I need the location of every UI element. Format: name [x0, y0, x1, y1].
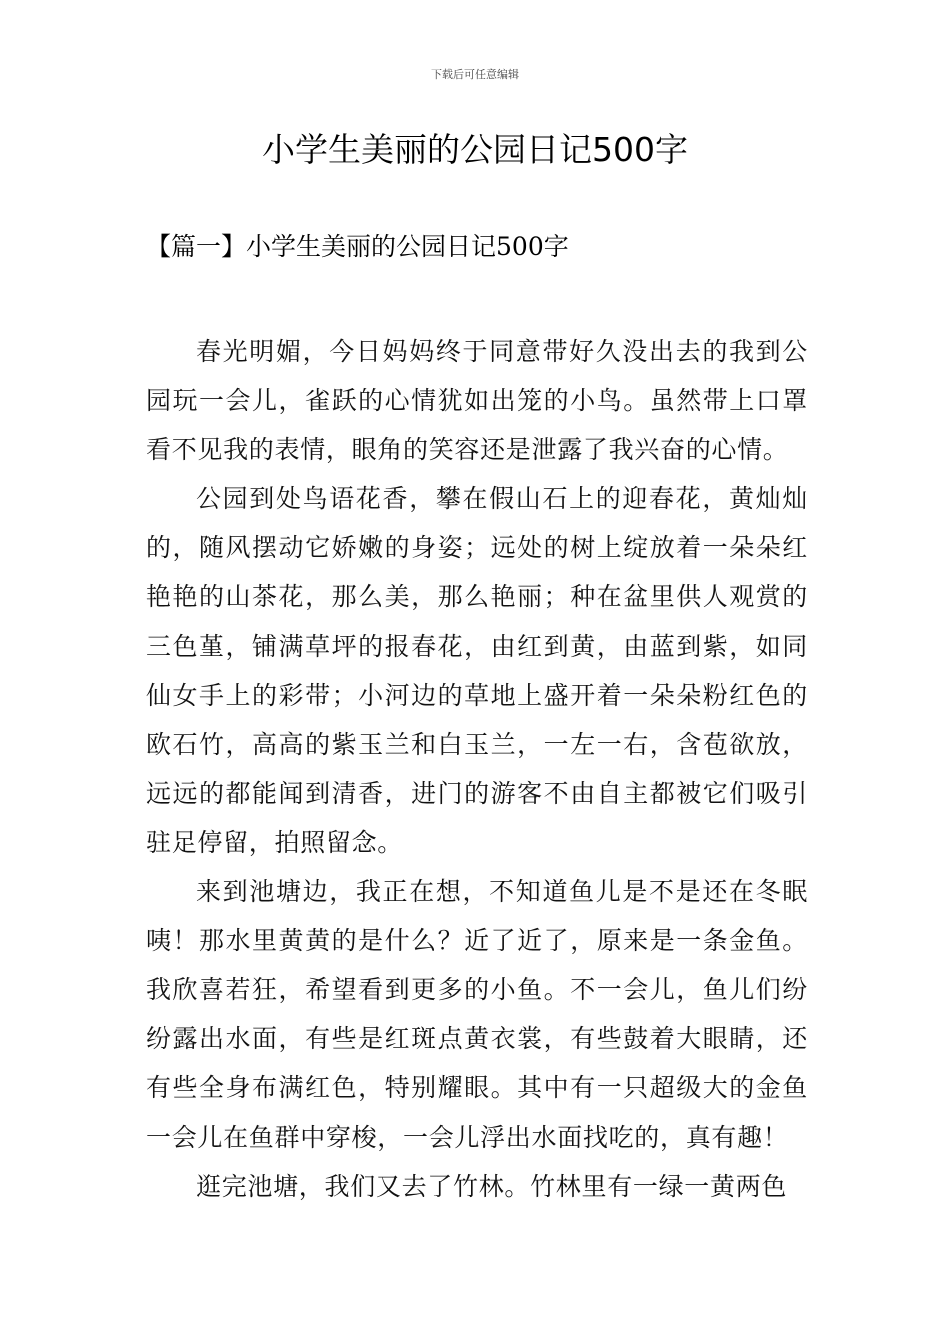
paragraph-4: 逛完池塘，我们又去了竹林。竹林里有一绿一黄两色	[196, 1171, 788, 1201]
paragraph-2: 公园到处鸟语花香，攀在假山石上的迎春花，黄灿灿的，随风摆动它娇嫩的身姿；远处的树上绽放着一朵朵红艳艳的山茶花，那么美，那么艳丽；种在盆里供人观赏的三色堇，铺满草坪的报春花，由红到黄，由蓝到紫，如同仙女手上的彩带；小河边的草地上盛开着一朵朵粉红色的欧石竹，高高的紫玉兰和白玉兰，一左一右，含苞欲放，远远的都能闻到清香，进门的游客不由自主都被它们吸引驻足停留，拍照留念。	[146, 484, 808, 857]
section-heading: 【篇一】小学生美丽的公园日记500字	[146, 232, 569, 261]
header-note: 下载后可任意编辑	[431, 68, 519, 81]
body-text	[146, 327, 808, 1211]
document-title: 小学生美丽的公园日记500字	[262, 130, 688, 169]
paragraph-3: 来到池塘边，我正在想，不知道鱼儿是不是还在冬眠咦！那水里黄黄的是什么？近了近了，原来是一条金鱼。我欣喜若狂，希望看到更多的小鱼。不一会儿，鱼儿们纷纷露出水面，有些是红斑点黄衣裳，有些鼓着大眼睛，还有些全身布满红色，特别耀眼。其中有一只超级大的金鱼一会儿在鱼群中穿梭，一会儿浮出水面找吃的，真有趣！	[146, 877, 808, 1152]
paragraph-1: 春光明媚，今日妈妈终于同意带好久没出去的我到公园玩一会儿，雀跃的心情犹如出笼的小鸟。虽然带上口罩看不见我的表情，眼角的笑容还是泄露了我兴奋的心情。	[146, 337, 808, 465]
